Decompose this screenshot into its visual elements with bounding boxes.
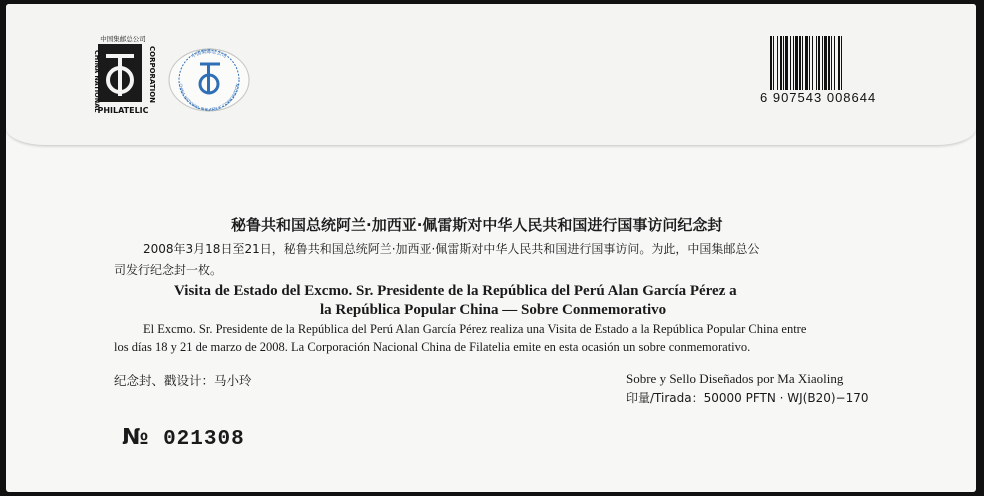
barcode-bar bbox=[812, 36, 813, 90]
chinese-body-line-2: 司发行纪念封一枚。 bbox=[114, 263, 223, 277]
round-emblem-logo bbox=[164, 44, 254, 114]
logo-top-text: 中国集邮总公司 bbox=[100, 35, 146, 43]
barcode-bar bbox=[834, 36, 835, 90]
logo-side-right: CORPORATION bbox=[148, 46, 156, 104]
numero-sign: № bbox=[122, 425, 150, 450]
philatelic-corporation-logo bbox=[88, 34, 158, 118]
designer-credit-chinese: 纪念封、戳设计：马小玲 bbox=[114, 373, 252, 388]
serial-digits: 021308 bbox=[163, 428, 245, 451]
barcode-bar bbox=[831, 36, 832, 90]
barcode-bar bbox=[770, 36, 772, 90]
barcode-bar bbox=[785, 36, 788, 90]
spanish-body-line-1: El Excmo. Sr. Presidente de la República del Perú Alan García Pérez realiza una Visita de Estado a la República Popular China entre bbox=[143, 322, 807, 336]
barcode-bar bbox=[805, 36, 808, 90]
barcode-bar bbox=[795, 36, 798, 90]
barcode-digits: 6 907543 008644 bbox=[760, 90, 888, 105]
barcode-bar bbox=[780, 36, 782, 90]
chinese-title: 秘鲁共和国总统阿兰·加西亚·佩雷斯对中华人民共和国进行国事访问纪念封 bbox=[231, 216, 723, 234]
barcode-bar bbox=[824, 36, 827, 90]
barcode-bar bbox=[809, 36, 810, 90]
barcode-bar bbox=[790, 36, 791, 90]
barcode-bar bbox=[838, 36, 840, 90]
emblem-ring-bottom: CHINA NATIONAL PHILATELIC CORPORATION bbox=[178, 83, 240, 113]
barcode-bar bbox=[828, 36, 830, 90]
designer-credit-spanish: Sobre y Sello Diseñados por Ma Xiaoling bbox=[626, 371, 844, 386]
serial-number bbox=[122, 425, 245, 451]
spanish-body-line-2: los días 18 y 21 de marzo de 2008. La Corporación Nacional China de Filatelia emite en esta ocasión un sobre conmemorativo. bbox=[114, 340, 751, 354]
barcode-bar bbox=[822, 36, 823, 90]
spanish-title-line-1: Visita de Estado del Excmo. Sr. Presidente de la República del Perú Alan García Pérez a bbox=[174, 283, 737, 299]
barcode-bar bbox=[799, 36, 801, 90]
barcode-bar bbox=[783, 36, 784, 90]
logo-bottom-text: PHILATELIC bbox=[97, 106, 149, 115]
barcode-bar bbox=[802, 36, 803, 90]
print-run-info: 印量/Tirada：50000 PFTN · WJ(B20)−170 bbox=[626, 391, 869, 405]
barcode-bar bbox=[773, 36, 774, 90]
logo-side-left: CHINA NATIONAL bbox=[93, 50, 101, 113]
barcode-bar bbox=[841, 36, 842, 90]
spanish-title-line-2: la República Popular China — Sobre Conmemorativo bbox=[320, 302, 667, 318]
barcode-bar bbox=[777, 36, 778, 90]
barcode-bar bbox=[818, 36, 820, 90]
chinese-body-line-1: 2008年3月18日至21日，秘鲁共和国总统阿兰·加西亚·佩雷斯对中华人民共和国进行国事访问。为此，中国集邮总公 bbox=[143, 242, 760, 256]
barcode-bar bbox=[793, 36, 794, 90]
emblem-ring-top: 中国集邮总公司 bbox=[190, 49, 228, 60]
barcode-bar bbox=[816, 36, 817, 90]
